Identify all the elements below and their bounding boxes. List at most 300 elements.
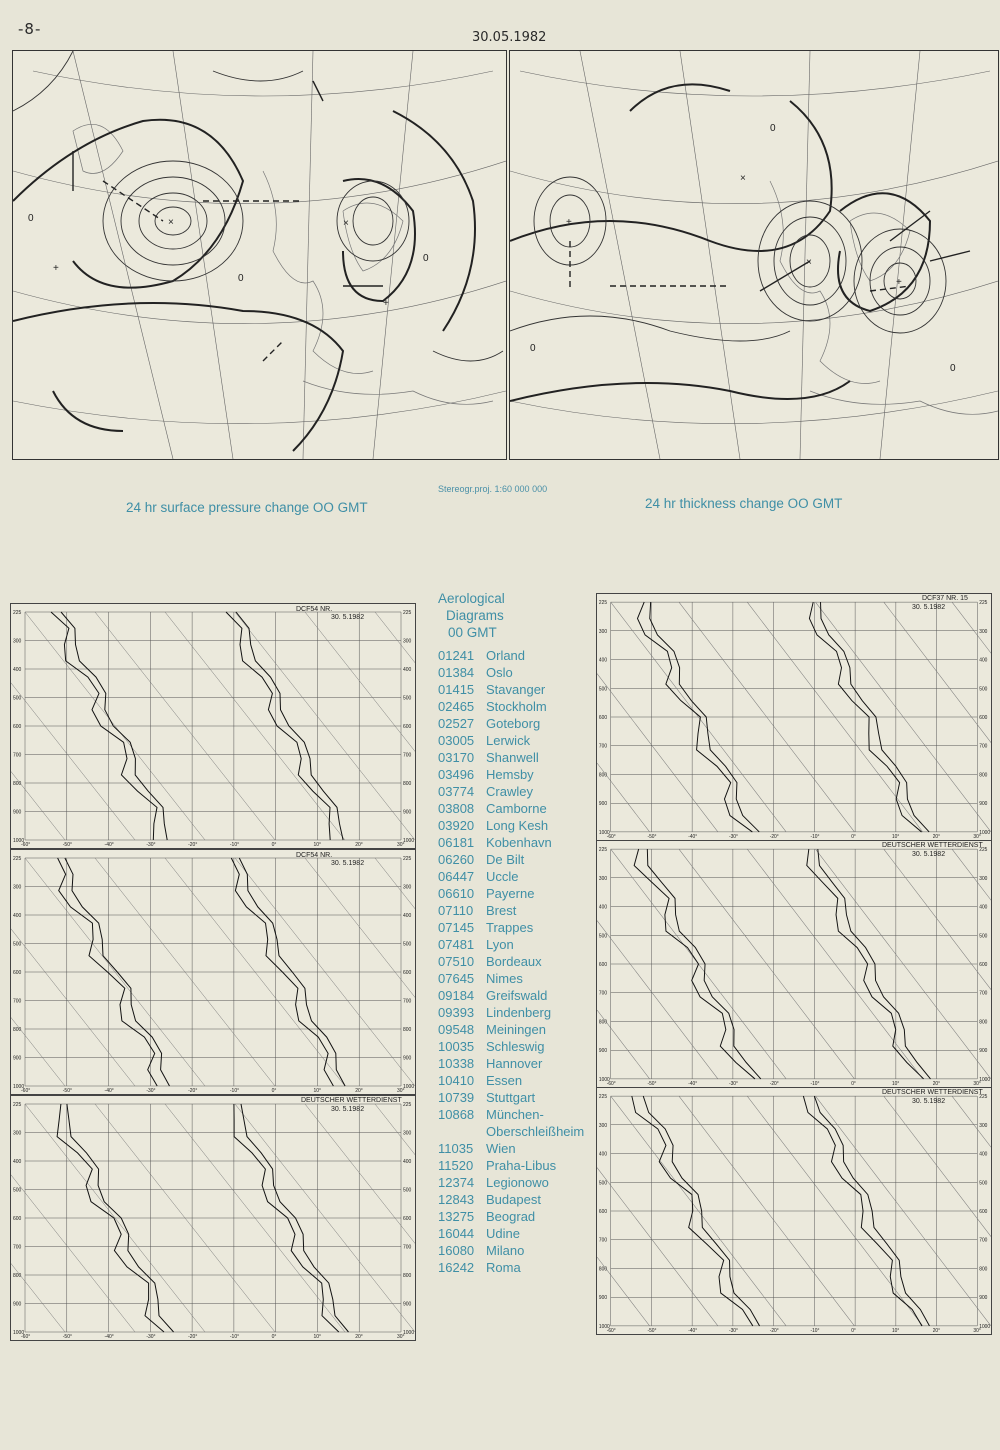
- pressure-level-label: 800: [979, 1267, 988, 1273]
- pressure-level-label: 600: [403, 970, 412, 976]
- pressure-level-label: 225: [979, 848, 988, 854]
- pressure-level-label: 700: [598, 744, 608, 750]
- station-name: Wien: [486, 1141, 516, 1156]
- svg-text:+: +: [53, 263, 59, 274]
- temperature-label: 0°: [851, 1081, 856, 1087]
- station-name: Hannover: [486, 1056, 543, 1071]
- diagram-grid: [611, 849, 978, 1079]
- pressure-level-label: 700: [403, 752, 412, 759]
- station-name: Milano: [486, 1243, 525, 1258]
- station-code: 01241: [438, 648, 475, 663]
- station-name: Oberschleißheim: [486, 1124, 585, 1139]
- pressure-level-label: 900: [979, 1296, 988, 1302]
- pressure-level-label: 400: [598, 658, 608, 664]
- station-row: [438, 1055, 598, 1072]
- pressure-level-label: 800: [403, 1273, 412, 1279]
- pressure-level-label: 1000: [979, 1077, 991, 1083]
- station-row: [438, 1259, 598, 1276]
- svg-text:×: ×: [740, 173, 746, 184]
- diagram-drawing: [11, 1096, 415, 1340]
- station-code: 07510: [438, 954, 475, 969]
- station-code: [438, 1123, 486, 1140]
- station-code: 01384: [438, 665, 475, 680]
- temperature-label: 20°: [355, 842, 363, 848]
- temperature-label: 20°: [932, 1328, 941, 1334]
- temperature-label: -10°: [229, 1088, 240, 1094]
- svg-text:×: ×: [168, 217, 174, 228]
- pressure-level-label: 500: [403, 1187, 412, 1194]
- temperature-label: 30°: [397, 1334, 405, 1340]
- thickness-change-map: [509, 50, 999, 460]
- station-code: 06447: [438, 869, 475, 884]
- pressure-level-label: 400: [979, 1152, 988, 1158]
- pressure-level-label: 400: [403, 913, 412, 919]
- pressure-level-label: 900: [598, 802, 608, 808]
- pressure-level-label: 400: [13, 913, 22, 919]
- pressure-level-label: 225: [403, 856, 412, 862]
- pressure-level-label: 700: [403, 1244, 412, 1251]
- pressure-level-label: 300: [403, 638, 412, 645]
- station-name: Goteborg: [486, 716, 541, 731]
- svg-text:0: 0: [423, 253, 429, 264]
- station-row: [438, 664, 598, 681]
- pressure-level-label: 300: [403, 884, 412, 891]
- svg-text:0: 0: [770, 123, 776, 134]
- station-code: 10868: [438, 1107, 475, 1122]
- temperature-label: -40°: [104, 1088, 114, 1094]
- station-row: [438, 1208, 598, 1225]
- pressure-level-label: 600: [598, 1209, 608, 1216]
- pressure-level-label: 400: [403, 667, 412, 673]
- temperature-label: 30°: [973, 1081, 981, 1087]
- pressure-level-label: 225: [598, 1095, 608, 1101]
- pressure-level-label: 500: [598, 687, 608, 693]
- pressure-level-label: 600: [979, 715, 988, 722]
- station-code: 11520: [438, 1158, 474, 1173]
- station-row: [438, 715, 598, 732]
- pressure-level-label: 700: [13, 752, 22, 759]
- svg-text:0: 0: [950, 363, 956, 374]
- thickness-caption: 24 hr thickness change OO GMT: [645, 496, 843, 511]
- station-list: [438, 647, 598, 1276]
- station-name: Stavanger: [486, 682, 546, 697]
- svg-text:0: 0: [28, 213, 34, 224]
- station-code: 10739: [438, 1090, 475, 1105]
- station-row: [438, 936, 598, 953]
- pressure-level-label: 225: [403, 610, 412, 616]
- station-name: Schleswig: [486, 1039, 545, 1054]
- diagram-drawing: [597, 1088, 991, 1334]
- pressure-level-label: 300: [403, 1130, 412, 1137]
- station-code: 03774: [438, 784, 475, 799]
- form-number: DCF54 NR.: [296, 852, 333, 859]
- station-code: 16044: [438, 1226, 475, 1241]
- pressure-level-label: 1000: [13, 1084, 25, 1090]
- title-line: Aerological: [438, 591, 505, 606]
- pressure-level-label: 900: [403, 1055, 412, 1062]
- station-code: 02465: [438, 699, 475, 714]
- pressure-level-label: 700: [979, 1238, 988, 1244]
- pressure-level-label: 600: [979, 962, 988, 969]
- diagram-date: 30. 5.1982: [912, 851, 946, 858]
- pressure-level-label: 700: [598, 1238, 608, 1244]
- station-name: Budapest: [486, 1192, 541, 1207]
- station-row: [438, 1021, 598, 1038]
- thickness-thin: [510, 177, 946, 341]
- svg-text:+: +: [383, 298, 389, 309]
- station-row: [438, 681, 598, 698]
- pressure-level-label: 1000: [598, 830, 610, 836]
- pressure-level-label: 225: [598, 848, 608, 854]
- pressure-level-label: 800: [598, 1020, 608, 1026]
- temperature-label: -40°: [104, 1334, 114, 1340]
- pressure-level-label: 300: [979, 876, 988, 882]
- aerological-diagram: [596, 840, 992, 1088]
- diagram-date: 30. 5.1982: [331, 860, 365, 867]
- temperature-label: 30°: [973, 834, 981, 840]
- station-row: [438, 766, 598, 783]
- station-row: [438, 1038, 598, 1055]
- station-code: 06260: [438, 852, 475, 867]
- temperature-label: -30°: [728, 834, 738, 840]
- station-name: Long Kesh: [486, 818, 549, 833]
- pressure-level-label: 500: [13, 695, 22, 702]
- station-row: [438, 970, 598, 987]
- pressure-level-label: 600: [13, 1216, 22, 1222]
- station-code: 10410: [438, 1073, 475, 1088]
- pressure-level-label: 300: [13, 638, 22, 645]
- pressure-level-label: 1000: [979, 1324, 991, 1330]
- station-row: [438, 1157, 598, 1174]
- station-name: Udine: [486, 1226, 520, 1241]
- temperature-label: 10°: [313, 1088, 322, 1094]
- pressure-level-label: 500: [403, 695, 412, 702]
- temperature-label: 20°: [932, 834, 941, 840]
- temperature-label: -20°: [769, 1081, 779, 1087]
- station-name: Oslo: [486, 665, 513, 680]
- temperature-label: 0°: [271, 1088, 277, 1094]
- aerological-diagram: [10, 849, 416, 1095]
- aerological-diagram: [10, 603, 416, 849]
- temperature-label: -20°: [769, 834, 779, 840]
- station-row: [438, 851, 598, 868]
- station-code: 07110: [438, 903, 474, 918]
- station-code: 16080: [438, 1243, 475, 1258]
- station-name: Roma: [486, 1260, 521, 1275]
- pressure-level-label: 700: [598, 991, 608, 997]
- pressure-level-label: 800: [979, 1020, 988, 1026]
- svg-text:+: +: [896, 277, 902, 288]
- pressure-level-label: 1000: [979, 830, 991, 836]
- station-name: Hemsby: [486, 767, 534, 782]
- station-row: [438, 800, 598, 817]
- station-name: Stockholm: [486, 699, 547, 714]
- map-drawing: [510, 51, 998, 459]
- station-row: [438, 698, 598, 715]
- diagram-drawing: [597, 594, 991, 840]
- pressure-level-label: 800: [13, 1027, 22, 1033]
- temperature-label: 0°: [851, 1328, 856, 1334]
- aerological-title: [438, 590, 598, 641]
- pressure-level-label: 600: [403, 1216, 412, 1222]
- svg-text:0: 0: [238, 273, 244, 284]
- pressure-level-label: 900: [13, 809, 22, 816]
- station-code: 01415: [438, 682, 475, 697]
- temperature-label: -40°: [104, 842, 114, 848]
- pressure-level-label: 300: [598, 629, 608, 635]
- station-name: Brest: [486, 903, 517, 918]
- pressure-level-label: 1000: [598, 1324, 610, 1330]
- page-number: -8-: [18, 20, 42, 38]
- aerological-station-list: [438, 590, 598, 1276]
- pressure-level-label: 500: [13, 1187, 22, 1194]
- pressure-level-label: 500: [979, 687, 988, 693]
- pressure-level-label: 700: [979, 744, 988, 750]
- pressure-level-label: 900: [13, 1301, 22, 1308]
- svg-text:0: 0: [530, 343, 536, 354]
- graticule: [13, 51, 506, 459]
- temperature-label: 0°: [271, 1334, 277, 1340]
- station-name: Meiningen: [486, 1022, 546, 1037]
- temperature-label: -10°: [810, 1081, 820, 1087]
- station-code: 02527: [438, 716, 475, 731]
- station-name: Camborne: [486, 801, 547, 816]
- pressure-level-label: 600: [598, 715, 608, 722]
- temperature-label: -30°: [146, 842, 156, 848]
- station-code: 11035: [438, 1141, 474, 1156]
- pressure-level-label: 225: [598, 601, 608, 607]
- station-code: 03496: [438, 767, 475, 782]
- diagram-date: 30. 5.1982: [912, 1098, 946, 1105]
- station-name: Beograd: [486, 1209, 536, 1224]
- station-row: [438, 1191, 598, 1208]
- pressure-level-label: 800: [13, 781, 22, 787]
- pressure-level-label: 800: [598, 1267, 608, 1273]
- title-line: 00 GMT: [448, 625, 497, 640]
- diagram-grid: [611, 602, 978, 832]
- pressure-level-label: 300: [13, 1130, 22, 1137]
- temperature-label: -20°: [188, 1334, 198, 1340]
- pressure-level-label: 800: [403, 781, 412, 787]
- isallobars-thin: [13, 51, 503, 361]
- station-code: 06610: [438, 886, 475, 901]
- station-code: 07481: [438, 937, 475, 952]
- coastlines: [73, 124, 493, 404]
- temperature-label: 10°: [891, 834, 900, 840]
- station-name: Trappes: [486, 920, 534, 935]
- station-name: Greifswald: [486, 988, 548, 1003]
- station-row: [438, 868, 598, 885]
- pressure-level-label: 1000: [403, 1330, 415, 1336]
- pressure-level-label: 400: [13, 1159, 22, 1165]
- station-row: [438, 1072, 598, 1089]
- temperature-label: -10°: [229, 1334, 240, 1340]
- station-code: 12843: [438, 1192, 475, 1207]
- temperature-label: -30°: [728, 1328, 738, 1334]
- station-code: 03920: [438, 818, 475, 833]
- diagram-date: 30. 5.1982: [912, 604, 946, 611]
- temperature-label: -50°: [647, 1081, 657, 1087]
- station-code: 03170: [438, 750, 475, 765]
- station-row: [438, 1123, 598, 1140]
- temperature-label: 10°: [891, 1081, 900, 1087]
- temperature-label: -40°: [688, 834, 698, 840]
- diagram-drawing: [597, 841, 991, 1087]
- station-code: 07145: [438, 920, 475, 935]
- temperature-label: 0°: [851, 834, 856, 840]
- station-code: 03808: [438, 801, 475, 816]
- station-code: 16242: [438, 1260, 475, 1275]
- temperature-label: 20°: [932, 1081, 941, 1087]
- temperature-label: -50°: [62, 842, 73, 848]
- temperature-label: -50°: [647, 1328, 657, 1334]
- temperature-label: -50°: [62, 1334, 73, 1340]
- pressure-level-label: 900: [13, 1055, 22, 1062]
- temperature-label: -20°: [188, 1088, 198, 1094]
- pressure-level-label: 500: [979, 1181, 988, 1187]
- temperature-label: 20°: [355, 1088, 363, 1094]
- pressure-level-label: 900: [979, 802, 988, 808]
- station-row: [438, 1242, 598, 1259]
- station-row: [438, 987, 598, 1004]
- temperature-label: -60°: [21, 842, 31, 848]
- pressure-level-label: 500: [598, 934, 608, 940]
- pressure-level-label: 225: [13, 1102, 22, 1108]
- temperature-label: -20°: [188, 842, 198, 848]
- pressure-level-label: 700: [13, 998, 22, 1005]
- temperature-label: 0°: [271, 842, 277, 848]
- pressure-level-label: 600: [403, 724, 412, 730]
- map-drawing: [13, 51, 506, 459]
- pressure-level-label: 300: [598, 876, 608, 882]
- temperature-label: -40°: [688, 1081, 698, 1087]
- pressure-level-label: 600: [979, 1209, 988, 1216]
- station-code: 12374: [438, 1175, 475, 1190]
- temperature-label: 30°: [397, 1088, 405, 1094]
- temperature-label: -50°: [647, 834, 657, 840]
- temperature-label: -10°: [810, 1328, 820, 1334]
- station-name: Kobenhavn: [486, 835, 552, 850]
- pressure-level-label: 225: [979, 1095, 988, 1101]
- temperature-label: -50°: [62, 1088, 73, 1094]
- projection-note: Stereogr.proj. 1:60 000 000: [438, 484, 548, 494]
- station-code: 09184: [438, 988, 475, 1003]
- pressure-level-label: 900: [598, 1049, 608, 1055]
- station-code: 06181: [438, 835, 475, 850]
- svg-text:×: ×: [343, 218, 349, 229]
- diagram-drawing: [11, 604, 415, 848]
- diagram-grid: [25, 612, 401, 840]
- pressure-level-label: 1000: [13, 838, 25, 844]
- station-name: Shanwell: [486, 750, 539, 765]
- station-code: 03005: [438, 733, 475, 748]
- station-name: Payerne: [486, 886, 535, 901]
- station-row: [438, 783, 598, 800]
- pressure-level-label: 800: [598, 773, 608, 779]
- pressure-level-label: 900: [598, 1296, 608, 1302]
- diagram-date: 30. 5.1982: [331, 1106, 365, 1113]
- pressure-level-label: 225: [13, 610, 22, 616]
- pressure-level-label: 500: [979, 934, 988, 940]
- page-date: 30.05.1982: [472, 30, 547, 45]
- form-number: DCF54 NR.: [296, 606, 333, 613]
- aerological-diagram: [596, 1087, 992, 1335]
- diagram-grid: [25, 1104, 401, 1332]
- pressure-level-label: 600: [13, 970, 22, 976]
- station-row: [438, 1225, 598, 1242]
- service-name: DEUTSCHER WETTERDIENST: [882, 1089, 983, 1096]
- station-name: Stuttgart: [486, 1090, 536, 1105]
- thickness-bold: [510, 84, 930, 401]
- temperature-label: -60°: [21, 1334, 31, 1340]
- isallobars-bold: [13, 111, 475, 451]
- station-name: De Bilt: [486, 852, 525, 867]
- station-row: [438, 817, 598, 834]
- pressure-level-label: 400: [598, 1152, 608, 1158]
- pressure-level-label: 700: [403, 998, 412, 1005]
- svg-text:+: +: [566, 217, 572, 228]
- service-name: DEUTSCHER WETTERDIENST: [882, 842, 983, 849]
- station-name: Nimes: [486, 971, 523, 986]
- station-code: 07645: [438, 971, 475, 986]
- station-row: [438, 1140, 598, 1157]
- pressure-level-label: 1000: [403, 838, 415, 844]
- station-name: Legionowo: [486, 1175, 549, 1190]
- pressure-level-label: 225: [979, 601, 988, 607]
- pressure-level-label: 500: [403, 941, 412, 948]
- pressure-level-label: 800: [13, 1273, 22, 1279]
- temperature-label: 30°: [973, 1328, 981, 1334]
- station-code: 13275: [438, 1209, 475, 1224]
- pressure-level-label: 400: [979, 905, 988, 911]
- diagram-drawing: [11, 850, 415, 1094]
- station-code: 10338: [438, 1056, 475, 1071]
- temperature-label: -30°: [146, 1334, 156, 1340]
- pressure-level-label: 400: [598, 905, 608, 911]
- temperature-label: -40°: [688, 1328, 698, 1334]
- station-name: Lindenberg: [486, 1005, 552, 1020]
- pressure-level-label: 500: [13, 941, 22, 948]
- temperature-label: 30°: [397, 842, 405, 848]
- service-name: DEUTSCHER WETTERDIENST: [301, 1097, 402, 1104]
- pressure-level-label: 400: [13, 667, 22, 673]
- temperature-label: 20°: [355, 1334, 363, 1340]
- temperature-label: -60°: [21, 1088, 31, 1094]
- pressure-level-label: 300: [979, 1123, 988, 1129]
- pressure-level-label: 600: [598, 962, 608, 969]
- temperature-label: -10°: [229, 842, 240, 848]
- station-name: Bordeaux: [486, 954, 542, 969]
- station-name: Praha-Libus: [486, 1158, 557, 1173]
- pressure-level-label: 300: [598, 1123, 608, 1129]
- station-row: [438, 1106, 598, 1123]
- station-row: [438, 732, 598, 749]
- pressure-level-label: 900: [403, 1301, 412, 1308]
- station-name: Lerwick: [486, 733, 531, 748]
- station-row: [438, 1004, 598, 1021]
- svg-text:×: ×: [806, 257, 812, 268]
- pressure-level-label: 1000: [403, 1084, 415, 1090]
- surface-pressure-change-map: [12, 50, 507, 460]
- station-row: [438, 919, 598, 936]
- pressure-level-label: 600: [13, 724, 22, 730]
- station-name: Lyon: [486, 937, 514, 952]
- pressure-level-label: 400: [403, 1159, 412, 1165]
- station-name: München-: [486, 1107, 544, 1122]
- temperature-label: -60°: [606, 834, 616, 840]
- pressure-level-label: 900: [403, 809, 412, 816]
- pressure-level-label: 500: [598, 1181, 608, 1187]
